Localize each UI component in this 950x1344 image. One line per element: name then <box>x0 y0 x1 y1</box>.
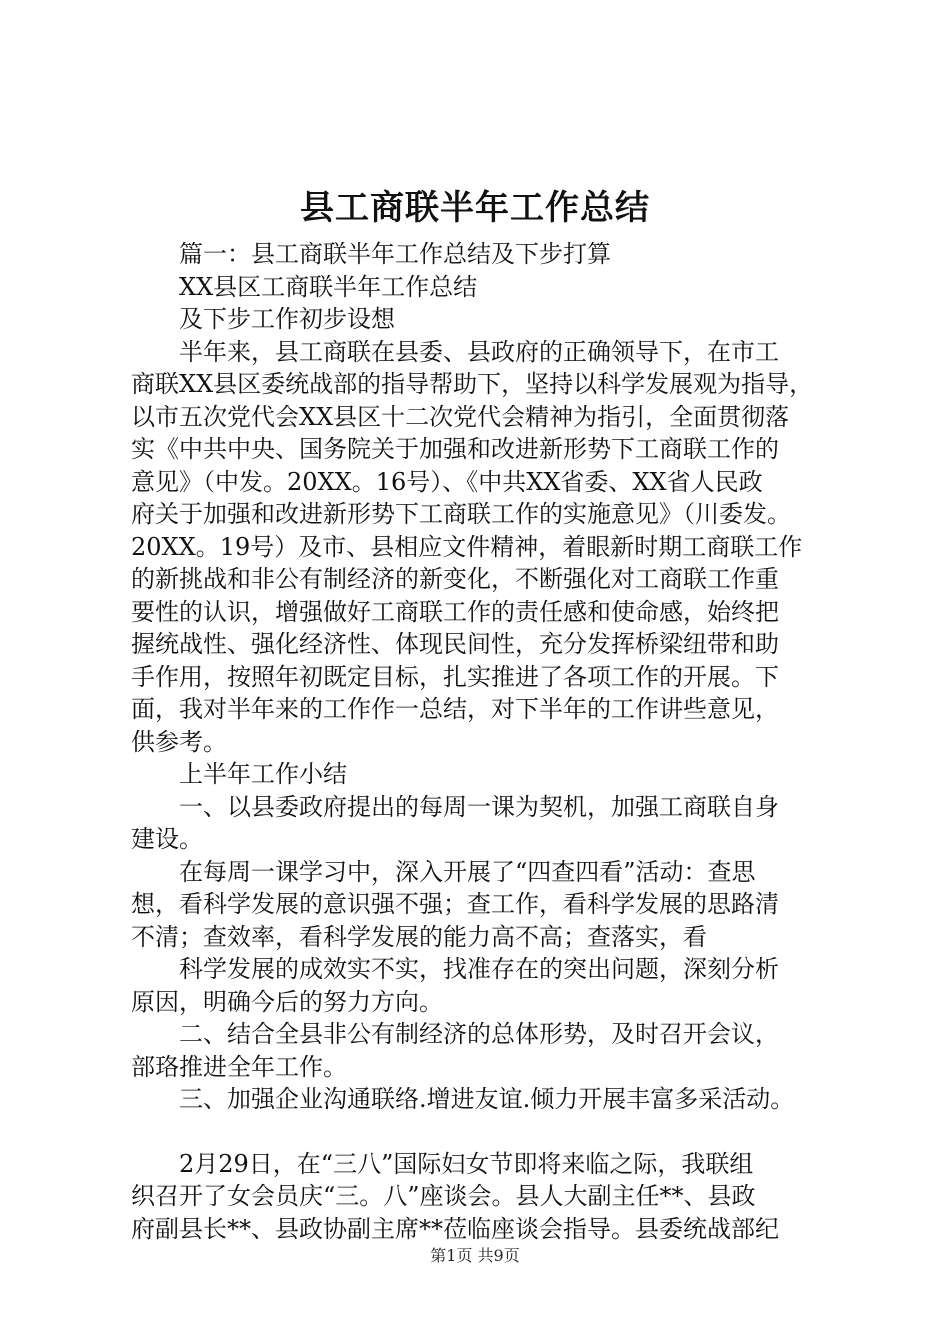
text-line: 科学发展的成效实不实，找准存在的突出问题，深刻分析 <box>179 955 779 983</box>
document-title: 县工商联半年工作总结 <box>300 188 650 228</box>
text-line: 20XX。19号）及市、县相应文件精神，着眼新时期工商联工作 <box>131 532 803 561</box>
text-line: 商联XX县区委统战部的指导帮助下，坚持以科学发展观为指导， <box>131 370 814 398</box>
text-line: 织召开了女会员庆“三。八”座谈会。县人大副主任**、县政 <box>131 1182 756 1210</box>
text-line: 府副县长**、县政协副主席**莅临座谈会指导。县委统战部纪 <box>131 1214 779 1243</box>
paragraph-gap <box>131 1116 831 1148</box>
text-line: 意见》（中发。20XX。16号）、《中共XX省委、XX省人民政 <box>131 467 763 496</box>
text-line: 原因，明确今后的努力方向。 <box>131 987 443 1016</box>
text-line: 面，我对半年来的工作作一总结，对下半年的工作讲些意见， <box>131 695 779 723</box>
text-line: 要性的认识，增强做好工商联工作的责任感和使命感，始终把 <box>131 597 779 626</box>
text-line: 不清；查效率，看科学发展的能力高不高；查落实，看 <box>131 922 707 951</box>
text-line: 想，看科学发展的意识强不强；查工作，看科学发展的思路清 <box>131 890 779 918</box>
text-line: 手作用，按照年初既定目标，扎实推进了各项工作的开展。下 <box>131 662 779 691</box>
text-line: 及下步工作初步设想 <box>179 305 395 333</box>
text-line: 以市五次党代会XX县区十二次党代会精神为指引，全面贯彻落 <box>131 402 790 431</box>
section-heading: 上半年工作小结 <box>179 760 347 788</box>
text-line: 三、加强企业沟通联络.增进友谊.倾力开展丰富多采活动。 <box>179 1085 795 1113</box>
text-line: 握统战性、强化经济性、体现民间性，充分发挥桥梁纽带和助 <box>131 630 779 658</box>
text-line: 的新挑战和非公有制经济的新变化，不断强化对工商联工作重 <box>131 565 779 593</box>
text-line: 部珞推进全年工作。 <box>131 1052 347 1081</box>
text-line: 半年来，县工商联在县委、县政府的正确领导下，在市工 <box>179 337 779 366</box>
text-line: 实《中共中央、国务院关于加强和改进新形势下工商联工作的 <box>131 435 779 463</box>
text-line: 建设。 <box>131 825 203 853</box>
text-line: 篇一：县工商联半年工作总结及下步打算 <box>179 240 611 268</box>
page-number: 第1页 共9页 <box>430 1246 520 1265</box>
document-body <box>131 238 831 1245</box>
text-line: 2月29日，在“三八”国际妇女节即将来临之际，我联组 <box>179 1149 754 1178</box>
text-line: 一、以县委政府提出的每周一课为契机，加强工商联自身 <box>179 792 779 821</box>
text-line: 府关于加强和改进新形势下工商联工作的实施意见》（川委发。 <box>131 500 791 528</box>
text-line: XX县区工商联半年工作总结 <box>179 272 478 301</box>
text-line: 供参考。 <box>131 727 227 756</box>
text-line: 在每周一课学习中，深入开展了“四查四看”活动：查思 <box>179 857 756 886</box>
text-line: 二、结合全县非公有制经济的总体形势，及时召开会议， <box>179 1020 779 1048</box>
